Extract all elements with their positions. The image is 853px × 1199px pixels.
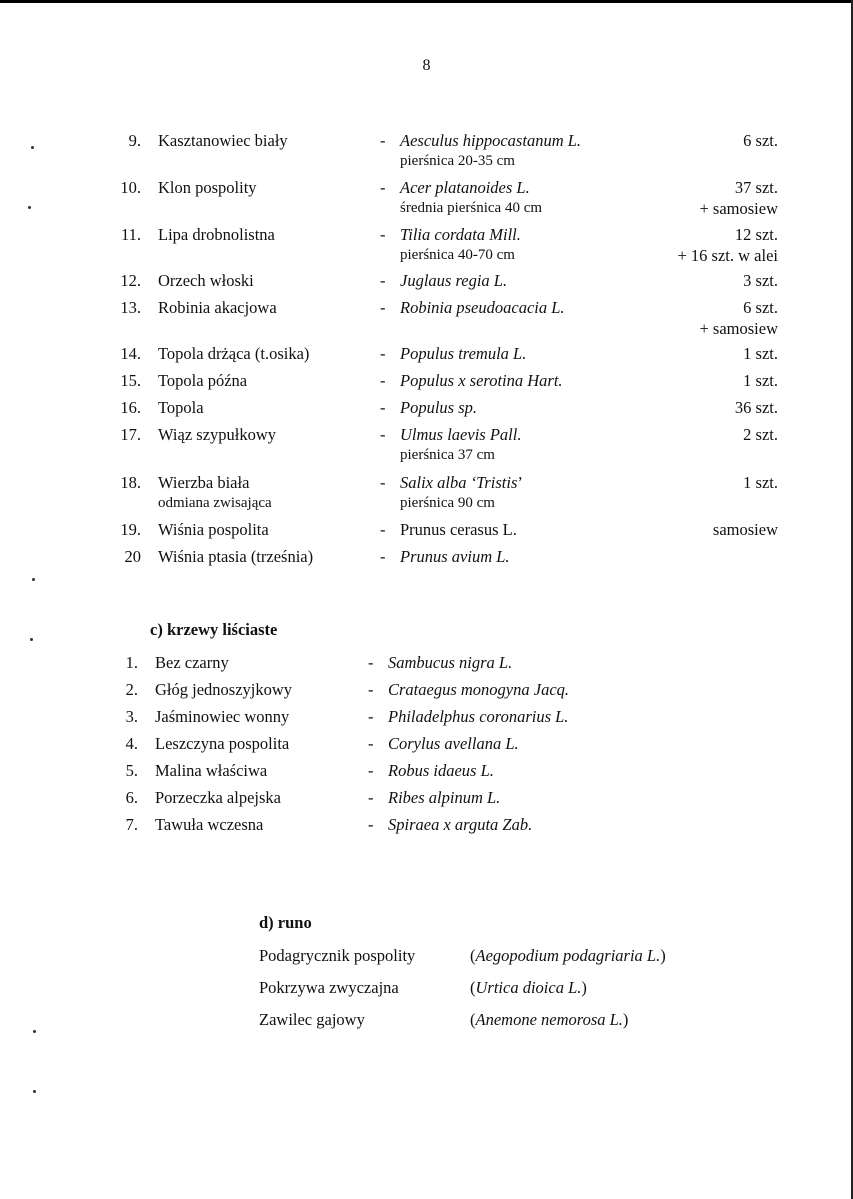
tree-latin-name: Populus x serotina Hart. — [400, 371, 563, 390]
shrub-latin-name: Sambucus nigra L. — [388, 653, 513, 672]
tree-number: 12. — [120, 271, 141, 290]
dash: - — [368, 707, 374, 726]
tree-name: Lipa drobnolistna — [158, 225, 275, 244]
tree-quantity: 1 szt. — [743, 371, 778, 390]
tree-name: Robinia akacjowa — [158, 298, 277, 317]
dash: - — [380, 547, 386, 566]
tree-name: Orzech włoski — [158, 271, 254, 290]
tree-name: Klon pospolity — [158, 178, 257, 197]
tree-number: 11. — [120, 225, 141, 244]
tree-quantity-extra: + 16 szt. w alei — [677, 246, 778, 265]
tree-quantity: 3 szt. — [743, 271, 778, 290]
tree-number: 17. — [120, 425, 141, 444]
tree-latin-name: Juglaus regia L. — [400, 271, 508, 290]
latin-text: Anemone nemorosa L. — [475, 1010, 623, 1029]
shrub-latin-name: Ribes alpinum L. — [388, 788, 501, 807]
tree-latin-name: Ulmus laevis Pall. — [400, 425, 522, 444]
tree-quantity: 6 szt. — [743, 131, 778, 150]
runo-name: Zawilec gajowy — [259, 1010, 365, 1029]
latin-text: Urtica dioica L. — [475, 978, 582, 997]
tree-latin-name: Populus tremula L. — [400, 344, 527, 363]
margin-dot — [33, 1090, 36, 1093]
latin-part: Salix alba ‘ — [400, 473, 477, 492]
tree-number: 16. — [120, 398, 141, 417]
dash: - — [368, 734, 374, 753]
tree-name: Wiśnia ptasia (trześnia) — [158, 547, 314, 566]
paren: ( — [470, 1010, 476, 1029]
dash: - — [380, 271, 386, 290]
tree-number: 9. — [128, 131, 141, 150]
dash: - — [380, 225, 386, 244]
paren: ) — [660, 946, 666, 965]
page-number: 8 — [422, 57, 431, 74]
tree-quantity-extra: + samosiew — [699, 319, 778, 338]
dash: - — [380, 425, 386, 444]
dash: - — [380, 520, 386, 539]
tree-quantity: 2 szt. — [743, 425, 778, 444]
paren: ( — [470, 978, 476, 997]
tree-name: Topola drżąca (t.osika) — [158, 344, 310, 363]
tree-number: 14. — [120, 344, 141, 363]
paren: ( — [470, 946, 476, 965]
tree-latin-name: Tilia cordata Mill. — [400, 225, 521, 244]
shrub-name: Leszczyna pospolita — [155, 734, 290, 753]
tree-note: pierśnica 40-70 cm — [400, 247, 515, 263]
tree-name-variant: odmiana zwisająca — [158, 495, 272, 511]
shrub-name: Porzeczka alpejska — [155, 788, 281, 807]
tree-number: 20 — [124, 547, 141, 566]
tree-quantity-extra: + samosiew — [699, 199, 778, 218]
runo-latin-name — [470, 946, 666, 966]
dash: - — [380, 131, 386, 150]
dash: - — [380, 344, 386, 363]
tree-quantity: 1 szt. — [743, 344, 778, 363]
tree-number: 15. — [120, 371, 141, 390]
shrub-latin-name: Robus idaeus L. — [388, 761, 494, 780]
tree-note: pierśnica 37 cm — [400, 447, 495, 463]
tree-latin-name — [400, 473, 523, 493]
tree-name: Wiąz szypułkowy — [158, 425, 277, 444]
dash: - — [368, 653, 374, 672]
shrub-name: Bez czarny — [155, 653, 229, 672]
margin-dot — [32, 578, 35, 581]
tree-note: pierśnica 90 cm — [400, 495, 495, 511]
shrub-name: Tawuła wczesna — [155, 815, 264, 834]
latin-part: ’ — [517, 473, 523, 492]
tree-quantity: 1 szt. — [743, 473, 778, 492]
margin-dot — [33, 1030, 36, 1033]
tree-quantity: 12 szt. — [734, 225, 778, 244]
dash: - — [368, 788, 374, 807]
tree-number: 18. — [120, 473, 141, 492]
tree-name: Wierzba biała — [158, 473, 250, 492]
tree-latin-name: Prunus cerasus L. — [400, 520, 517, 539]
tree-name: Topola późna — [158, 371, 248, 390]
shrub-latin-name: Corylus avellana L. — [388, 734, 519, 753]
shrub-latin-name: Spiraea x arguta Zab. — [388, 815, 533, 834]
shrub-number: 7. — [125, 815, 138, 834]
shrub-name: Głóg jednoszyjkowy — [155, 680, 293, 699]
latin-cultivar: Tristis — [476, 473, 518, 492]
margin-dot — [28, 206, 31, 209]
top-border — [0, 0, 853, 3]
shrub-number: 5. — [125, 761, 138, 780]
runo-latin-name — [470, 1010, 628, 1030]
shrubs-heading: c) krzewy liściaste — [150, 620, 278, 639]
tree-latin-name: Robinia pseudoacacia L. — [400, 298, 565, 317]
dash: - — [368, 761, 374, 780]
shrub-name: Malina właściwa — [155, 761, 268, 780]
shrub-number: 6. — [125, 788, 138, 807]
tree-number: 10. — [120, 178, 141, 197]
margin-dot — [31, 146, 34, 149]
tree-note: pierśnica 20-35 cm — [400, 153, 515, 169]
tree-note: średnia pierśnica 40 cm — [400, 200, 543, 216]
paren: ) — [622, 1010, 629, 1029]
runo-heading: d) runo — [259, 913, 312, 932]
runo-name: Pokrzywa zwyczajna — [259, 978, 399, 997]
tree-number: 19. — [120, 520, 141, 539]
tree-name: Kasztanowiec biały — [158, 131, 288, 150]
dash: - — [368, 680, 374, 699]
runo-name: Podagrycznik pospolity — [259, 946, 416, 965]
shrub-number: 4. — [125, 734, 138, 753]
tree-latin-name: Aesculus hippocastanum L. — [400, 131, 582, 150]
dash: - — [380, 178, 386, 197]
dash: - — [380, 473, 386, 492]
shrub-name: Jaśminowiec wonny — [155, 707, 290, 726]
dash: - — [380, 371, 386, 390]
shrub-latin-name: Philadelphus coronarius L. — [388, 707, 569, 726]
tree-quantity: 36 szt. — [734, 398, 778, 417]
paren: ) — [581, 978, 587, 997]
margin-dot — [30, 638, 33, 641]
dash: - — [380, 398, 386, 417]
tree-name: Wiśnia pospolita — [158, 520, 269, 539]
shrub-number: 2. — [125, 680, 138, 699]
shrub-number: 1. — [125, 653, 138, 672]
dash: - — [368, 815, 374, 834]
latin-text: Aegopodium podagriaria L. — [475, 946, 661, 965]
tree-quantity: samosiew — [712, 520, 778, 539]
tree-quantity: 6 szt. — [743, 298, 778, 317]
tree-quantity: 37 szt. — [734, 178, 778, 197]
tree-name: Topola — [158, 398, 204, 417]
tree-latin-name: Populus sp. — [400, 398, 478, 417]
dash: - — [380, 298, 386, 317]
tree-latin-name: Acer platanoides L. — [400, 178, 530, 197]
tree-number: 13. — [120, 298, 141, 317]
runo-latin-name — [470, 978, 587, 998]
shrub-latin-name: Crataegus monogyna Jacq. — [388, 680, 570, 699]
shrub-number: 3. — [125, 707, 138, 726]
tree-latin-name: Prunus avium L. — [400, 547, 510, 566]
